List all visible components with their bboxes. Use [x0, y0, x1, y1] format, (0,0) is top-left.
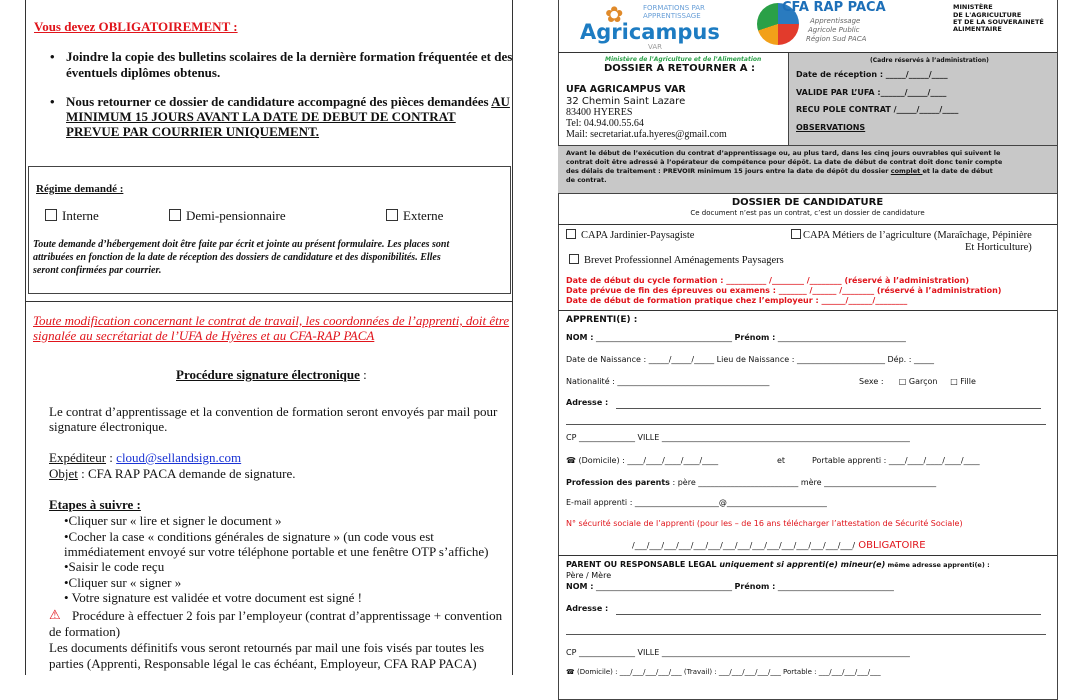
text: /___/___/___/___/___/___/___/___/___/___/___/___/___/___/___/: [632, 541, 856, 550]
text: PREVUE PAR COURRIER UNIQUEMENT.: [66, 124, 320, 139]
naissance-field[interactable]: Date de Naissance : _____/_____/_____ Lieu de Naissance : ______________________ Dép. : _____: [566, 355, 934, 364]
notice-text: de contrat.: [566, 176, 607, 184]
checkbox-fille[interactable]: □ Fille: [950, 377, 976, 386]
ufa-address: Tel: 04.94.00.55.64: [566, 118, 644, 129]
nationalite-field[interactable]: Nationalité : ______________________________________: [566, 377, 770, 386]
checkbox-interne[interactable]: [45, 208, 99, 224]
adresse-line[interactable]: [616, 614, 1041, 615]
observations-label: OBSERVATIONS: [796, 123, 866, 132]
line: __________________________________: [596, 333, 732, 342]
label: CAPA Jardinier-Paysagiste: [581, 230, 695, 241]
divider: [558, 224, 1057, 225]
label: NOM :: [566, 582, 594, 591]
ufa-name: UFA AGRICAMPUS VAR: [566, 84, 686, 95]
adresse-label: Adresse :: [566, 604, 609, 613]
text: Nous retourner ce dossier de candidature accompagné des pièces demandées: [66, 94, 492, 109]
etape: immédiatement envoyé sur votre téléphone portable et une fenêtre OTP s’affiche): [64, 544, 489, 559]
candidature-subtitle: Ce document n’est pas un contrat, c’est un dossier de candidature: [690, 209, 925, 217]
checkbox-capa-metiers[interactable]: [791, 229, 1032, 241]
modification-notice: signalée au secrétariat de l’UFA de Hyères et au CFA-RAP PACA: [33, 328, 375, 343]
text: Agricampus: [580, 20, 720, 44]
text: VAR: [648, 43, 662, 51]
phone-icon: ☎: [566, 668, 575, 676]
label: Expéditeur: [49, 450, 107, 465]
label: Interne: [62, 208, 99, 223]
expediteur-link[interactable]: cloud@sellandsign.com: [116, 450, 242, 465]
text: complet: [890, 167, 923, 175]
adresse-line[interactable]: [566, 634, 1046, 635]
date-line: Date prévue de fin des épreuves ou examens : _______ /______ /________ (réservé à l’administration): [566, 286, 1002, 295]
text: Région Sud PACA: [806, 35, 867, 43]
divider: [25, 301, 512, 302]
hebergement-text: seront confirmées par courrier.: [33, 265, 162, 276]
parent-title: [566, 560, 990, 569]
etape: •Cliquer sur « signer »: [64, 575, 182, 590]
label: Fille: [960, 377, 976, 386]
page-border: [512, 0, 513, 675]
text: : CFA RAP PACA demande de signature.: [77, 466, 296, 481]
admin-line: RECU POLE CONTRAT /_____/_____/____: [796, 105, 959, 114]
etape: •Cliquer sur « lire et signer le document »: [64, 513, 282, 528]
sexe-field: [859, 377, 976, 386]
text: ALIMENTAIRE: [953, 25, 1002, 33]
final-text: parties (Apprenti, Responsable légal le cas échéant, Employeur, CFA RAP PACA): [49, 656, 477, 671]
label: Brevet Professionnel Aménagements Paysagers: [584, 255, 784, 266]
text: DE L'AGRICULTURE: [953, 11, 1022, 19]
label: Prénom :: [734, 333, 776, 342]
adresse-line[interactable]: [616, 408, 1041, 409]
contrat-text: signature électronique.: [49, 419, 168, 434]
procedure-title: [176, 367, 367, 383]
bullet-text: éventuels diplômes obtenus.: [66, 65, 221, 80]
text: MINISTÈRE: [953, 3, 993, 11]
domicile-field[interactable]: [566, 456, 718, 465]
final-text: Les documents définitifs vous seront retournés par mail une fois visés par toutes les: [49, 640, 485, 655]
admin-line: Date de réception : _____/_____/____: [796, 70, 948, 79]
notice-text: [566, 167, 993, 175]
apprenti-title: APPRENTI(E) :: [566, 315, 638, 325]
apprenti-nom-field[interactable]: [566, 333, 906, 342]
admin-line: VALIDE PAR L’UFA :______/_____/____: [796, 88, 947, 97]
text: PARENT OU RESPONSABLE LEGAL: [566, 560, 720, 569]
bullet-text: [66, 94, 510, 110]
warning-text: Procédure à effectuer 2 fois par l’employeur (contrat d’apprentissage + convention: [72, 608, 503, 623]
date-line: Date de début de formation pratique chez l’employeur : ______/______/________: [566, 296, 908, 305]
text: AU: [491, 94, 510, 109]
warning-text: de formation): [49, 624, 121, 639]
text: Apprentissage: [810, 17, 861, 25]
cp-ville-field[interactable]: CP ______________ VILLE ______________________________________________________________: [566, 433, 910, 442]
text: même adresse apprenti(e) :: [885, 561, 990, 569]
text: Procédure signature électronique: [176, 367, 360, 382]
notice-text: Avant le début de l’exécution du contrat d’apprentissage ou, au plus tard, dans les cinq jours ouvrables qui suivent le: [566, 149, 1001, 157]
pere-mere-label: Père / Mère: [566, 571, 612, 580]
parent-nom-field[interactable]: [566, 582, 894, 591]
label: Sexe :: [859, 377, 884, 386]
retour-title: DOSSIER A RETOURNER A :: [604, 63, 755, 74]
ufa-address: 83400 HYERES: [566, 107, 633, 118]
flower-icon: ✿: [605, 2, 624, 27]
label: Demi-pensionnaire: [186, 208, 286, 223]
divider: [558, 310, 1057, 311]
checkbox-brevet[interactable]: [569, 254, 784, 266]
text: des délais de traitement : PREVOIR minimum 15 jours entre la date de dépôt du dossier: [566, 167, 891, 175]
phone-icon: ☎: [566, 456, 576, 465]
divider: [558, 555, 1057, 556]
date-line: Date de début du cycle formation : __________ /________ /________ (réservé à l’administration): [566, 276, 969, 285]
text: (Domicile) : ___/___/___/___/___ (Travail) : ___/___/___/___/___ Portable : ___/___/___/___/___: [576, 668, 881, 676]
regime-label: Régime demandé :: [36, 183, 124, 195]
obligatoire-heading: Vous devez OBLIGATOIREMENT :: [34, 19, 238, 34]
contrat-text: Le contrat d’apprentissage et la convention de formation seront envoyés par mail pour: [49, 404, 498, 419]
text: APPRENTI(E): [566, 315, 631, 325]
admin-title: (Cadre réservés à l’administration): [870, 57, 989, 64]
secu-label: N° sécurité sociale de l’apprenti (pour les – de 16 ans télécharger l’attestation de Sécurité Sociale): [566, 519, 963, 528]
label: CAPA Métiers de l’agriculture (Maraîchage, Pépinière: [803, 230, 1032, 241]
bullet-icon: •: [50, 49, 55, 64]
label: Et Horticulture): [965, 242, 1032, 253]
secu-field[interactable]: [632, 540, 926, 551]
portable-field[interactable]: Portable apprenti : ____/____/____/____/____: [812, 456, 980, 465]
text: OBLIGATOIRE: [855, 540, 926, 551]
label: Prénom :: [734, 582, 776, 591]
candidature-title: DOSSIER DE CANDIDATURE: [731, 197, 884, 208]
label: Externe: [403, 208, 444, 223]
bullet-icon: •: [50, 94, 55, 109]
ufa-email: Mail: secretariat.ufa.hyeres@gmail.com: [566, 129, 727, 140]
label: NOM :: [566, 333, 594, 342]
checkbox-garcon[interactable]: □ Garçon: [898, 377, 938, 386]
text: uniquement si apprenti(e) mineur(e): [719, 560, 886, 569]
hebergement-text: Toute demande d’hébergement doit être faite par écrit et jointe au présent formulaire. Les places sont: [33, 239, 450, 250]
adresse-label: Adresse :: [566, 398, 609, 407]
email-field[interactable]: E-mail apprenti : _____________________@_________________________: [566, 498, 827, 507]
cp-ville-field[interactable]: CP ______________ VILLE ______________________________________________________________: [566, 648, 910, 657]
label: Objet: [49, 466, 78, 481]
warning-icon: ⚠: [49, 607, 61, 622]
label: Profession des parents: [566, 478, 670, 487]
text: (Domicile) : ____/____/____/____/____: [578, 456, 719, 465]
etape: •Cocher la case « conditions générales de signature » (un code vous est: [64, 529, 434, 544]
hebergement-text: attribuées en fonction de la date de réception des dossiers de candidature et des disponibilités. Elles: [33, 252, 441, 263]
ministere-line: Ministère de l’Agriculture et de l’Alimentation: [605, 56, 762, 63]
page-border: [25, 0, 26, 675]
text: : père _________________________ mère ____________________________: [669, 478, 937, 487]
profession-field[interactable]: [566, 478, 936, 487]
line: ________________________________: [777, 333, 906, 342]
text: et la date de début: [922, 167, 993, 175]
text: FORMATIONS PAR APPRENTISSAGE: [643, 4, 705, 20]
text: ET DE LA SOUVERAINETÉ: [953, 18, 1044, 26]
line: _____________________________: [777, 582, 894, 591]
text: MINIMUM 15 JOURS AVANT LA DATE DE DEBUT DE CONTRAT: [66, 109, 456, 124]
etape: • Votre signature est validée et votre document est signé !: [64, 590, 362, 605]
adresse-line[interactable]: [566, 424, 1046, 425]
text: et: [777, 456, 786, 465]
bullet-text: Joindre la copie des bulletins scolaires de la dernière formation fréquentée et des: [66, 49, 513, 64]
notice-text: contrat doit être adressé à l’opérateur de compétence pour dépôt. La date de début de contrat doit donc tenir compte: [566, 158, 1003, 166]
text: Agricole Public: [808, 26, 860, 34]
line: __________________________________: [596, 582, 732, 591]
text: CFA RAP PACA: [782, 0, 886, 15]
ufa-address: 32 Chemin Saint Lazare: [566, 96, 686, 107]
etape: •Saisir le code reçu: [64, 559, 165, 574]
checkbox-capa-jardinier[interactable]: [566, 229, 694, 241]
text: :: [359, 367, 367, 382]
label: Garçon: [908, 377, 938, 386]
etapes-title: Etapes à suivre :: [49, 497, 141, 512]
modification-notice: Toute modification concernant le contrat de travail, les coordonnées de l’apprenti, doit être: [33, 313, 510, 328]
checkbox-demi-pensionnaire[interactable]: [169, 208, 286, 224]
checkbox-externe[interactable]: [386, 208, 443, 224]
